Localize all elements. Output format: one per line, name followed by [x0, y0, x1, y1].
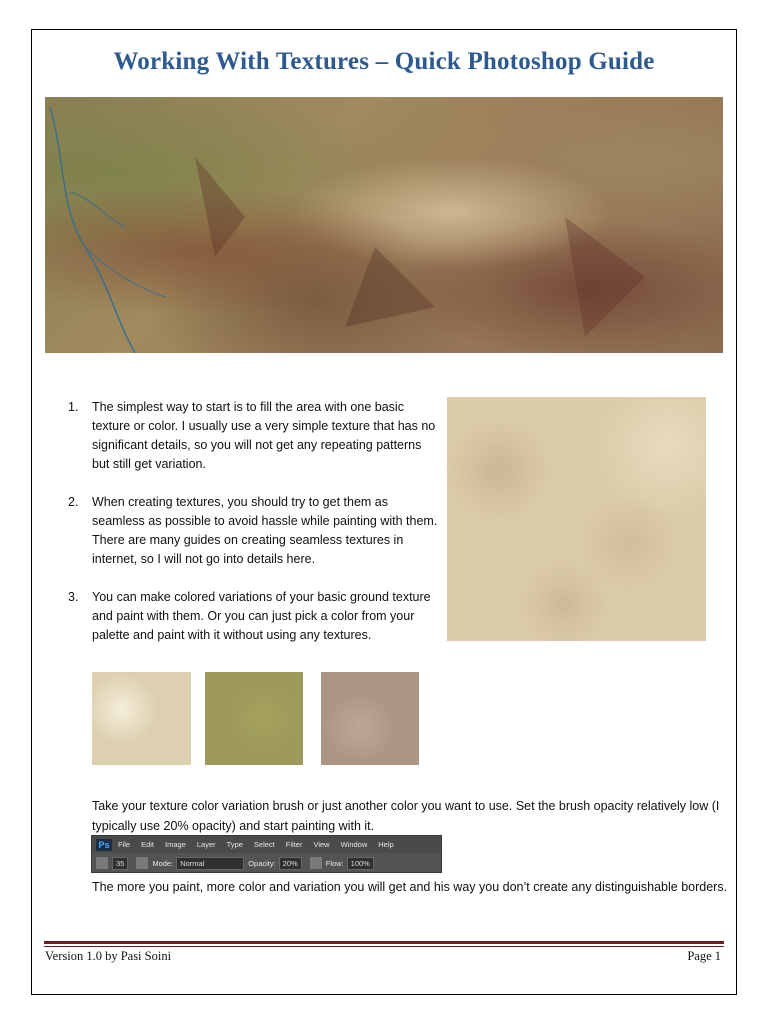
brush-size-field[interactable]: 35: [112, 857, 128, 870]
menu-window[interactable]: Window: [340, 840, 368, 849]
texture-swatch-green: [205, 672, 303, 765]
page-title: Working With Textures – Quick Photoshop Guide: [113, 48, 655, 75]
menu-view[interactable]: View: [313, 840, 330, 849]
footer-rule-thin: [44, 946, 724, 947]
base-sand-texture: [447, 397, 706, 641]
footer-version: Version 1.0 by Pasi Soini: [45, 949, 172, 963]
step-number: 3.: [68, 590, 79, 604]
pressure-opacity-icon[interactable]: [310, 857, 322, 869]
step-item: [66, 588, 438, 645]
flow-field[interactable]: 100%: [347, 857, 374, 870]
menu-filter[interactable]: Filter: [285, 840, 303, 849]
step-text: When creating textures, you should try to get them as seamless as possible to avoid hassle while painting with them. There are many guides on creating seamless textures in internet, so I will not go into details here.: [92, 495, 438, 566]
step-item: [66, 493, 438, 569]
mode-select[interactable]: Normal: [176, 857, 244, 870]
photoshop-menu-bar: [92, 836, 441, 853]
menu-type[interactable]: Type: [226, 840, 243, 849]
brush-instructions: Take your texture color variation brush or just another color you want to use. Set the brush opacity relatively low (I typically use 20% opacity) and start painting with it.: [92, 799, 720, 833]
step-text: You can make colored variations of your basic ground texture and paint with them. Or you can just pick a color from your palette and paint with it without using any textures.: [92, 590, 431, 642]
step-item: [66, 398, 438, 474]
menu-layer[interactable]: Layer: [196, 840, 216, 849]
steps-list: [66, 398, 438, 664]
photoshop-logo: Ps: [96, 839, 112, 851]
menu-file[interactable]: File: [118, 840, 131, 849]
menu-edit[interactable]: Edit: [141, 840, 155, 849]
menu-help[interactable]: Help: [378, 840, 394, 849]
photoshop-options-bar: [91, 835, 442, 873]
opacity-label: Opacity:: [248, 858, 276, 868]
river-lines: [45, 97, 723, 353]
brush-options-row: [92, 854, 441, 872]
texture-swatch-brown: [321, 672, 419, 765]
opacity-field[interactable]: 20%: [279, 857, 302, 870]
step-number: 1.: [68, 400, 79, 414]
footer-rule-thick: [44, 941, 724, 944]
texture-swatch-light: [92, 672, 191, 765]
result-paragraph: The more you paint, more color and variation you will get and his way you don’t create any distinguishable borders.: [92, 880, 728, 894]
step-text: The simplest way to start is to fill the area with one basic texture or color. I usually use a very simple texture that has no significant details, so you will not get any repeating patterns but still get variation.: [92, 400, 436, 471]
brush-tool-icon[interactable]: [96, 857, 108, 869]
brush-panel-icon[interactable]: [136, 857, 148, 869]
mode-label: Mode:: [152, 858, 174, 868]
flow-label: Flow:: [325, 858, 344, 868]
menu-image[interactable]: Image: [165, 840, 186, 849]
terrain-map-image: [45, 97, 723, 353]
footer-page-number: Page 1: [687, 949, 721, 963]
menu-select[interactable]: Select: [253, 840, 275, 849]
step-number: 2.: [68, 495, 79, 509]
